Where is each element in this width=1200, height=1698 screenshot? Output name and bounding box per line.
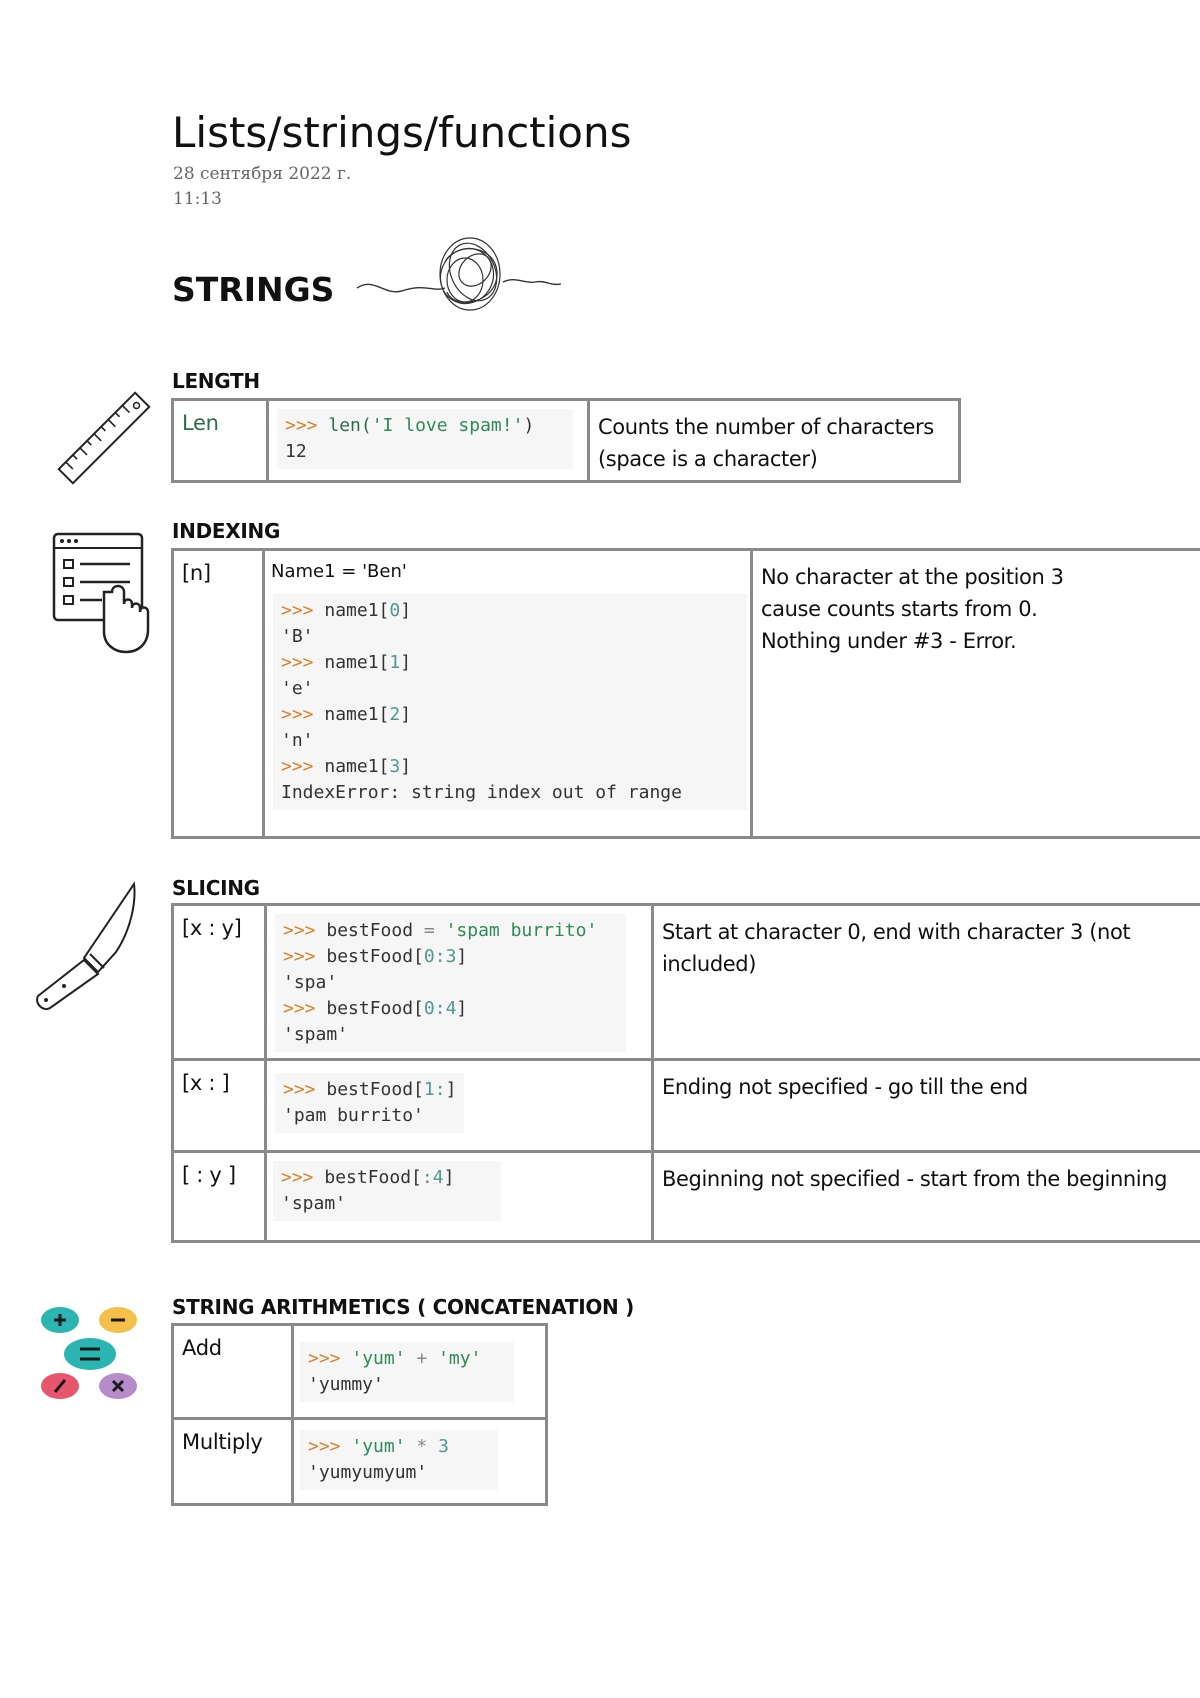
indexing-table [171,548,1200,839]
ruler-icon [48,382,160,494]
slicing-label-y: [ : y ] [182,1163,236,1187]
length-table [171,398,961,483]
indexing-code: >>> name1[0] 'B' >>> name1[1] 'e' >>> name1[2] 'n' >>> name1[3] IndexError: string index out of range [273,594,747,810]
pointer-list-icon [52,532,152,654]
slicing-code-y: >>> bestFood[:4] 'spam' [273,1161,501,1221]
slicing-label-xy: [x : y] [182,916,242,940]
indexing-description: No character at the position 3 cause counts starts from 0. Nothing under #3 - Error. [761,565,1064,653]
slicing-description-x: Ending not specified - go till the end [662,1075,1028,1099]
length-description: Counts the number of characters (space is a character) [598,415,934,471]
page-date: 28 сентября 2022 г. [173,164,352,184]
arith-label-multiply: Multiply [182,1430,263,1454]
strings-heading: STRINGS [172,270,335,309]
arith-code-add: >>> 'yum' + 'my' 'yummy' [300,1342,514,1402]
arith-label-add: Add [182,1336,222,1360]
slicing-code-x: >>> bestFood[1:] 'pam burrito' [275,1073,464,1133]
scribble-icon [355,232,565,328]
slicing-description-xy: Start at character 0, end with character 3 (not included) [662,920,1131,976]
page-time: 11:13 [173,189,222,209]
arithmetics-table [171,1323,548,1506]
indexing-label: [n] [182,561,211,585]
length-code: >>> len('I love spam!') 12 [277,409,573,469]
length-label: Len [182,411,219,435]
arithmetics-heading: STRING ARITHMETICS ( CONCATENATION ) [172,1295,634,1319]
arith-code-multiply: >>> 'yum' * 3 'yumyumyum' [300,1430,498,1490]
slicing-label-x: [x : ] [182,1071,230,1095]
knife-icon [32,880,142,1012]
slicing-description-y: Beginning not specified - start from the beginning [662,1167,1168,1191]
indexing-intro: Name1 = 'Ben' [271,561,407,582]
slicing-table [171,903,1200,1243]
slicing-code-xy: >>> bestFood = 'spam burrito' >>> bestFood[0:3] 'spa' >>> bestFood[0:4] 'spam' [275,914,626,1052]
length-heading: LENGTH [172,369,260,393]
indexing-heading: INDEXING [172,519,281,543]
math-operators-icon [40,1304,144,1404]
page-title: Lists/strings/functions [172,108,632,157]
slicing-heading: SLICING [172,876,260,900]
